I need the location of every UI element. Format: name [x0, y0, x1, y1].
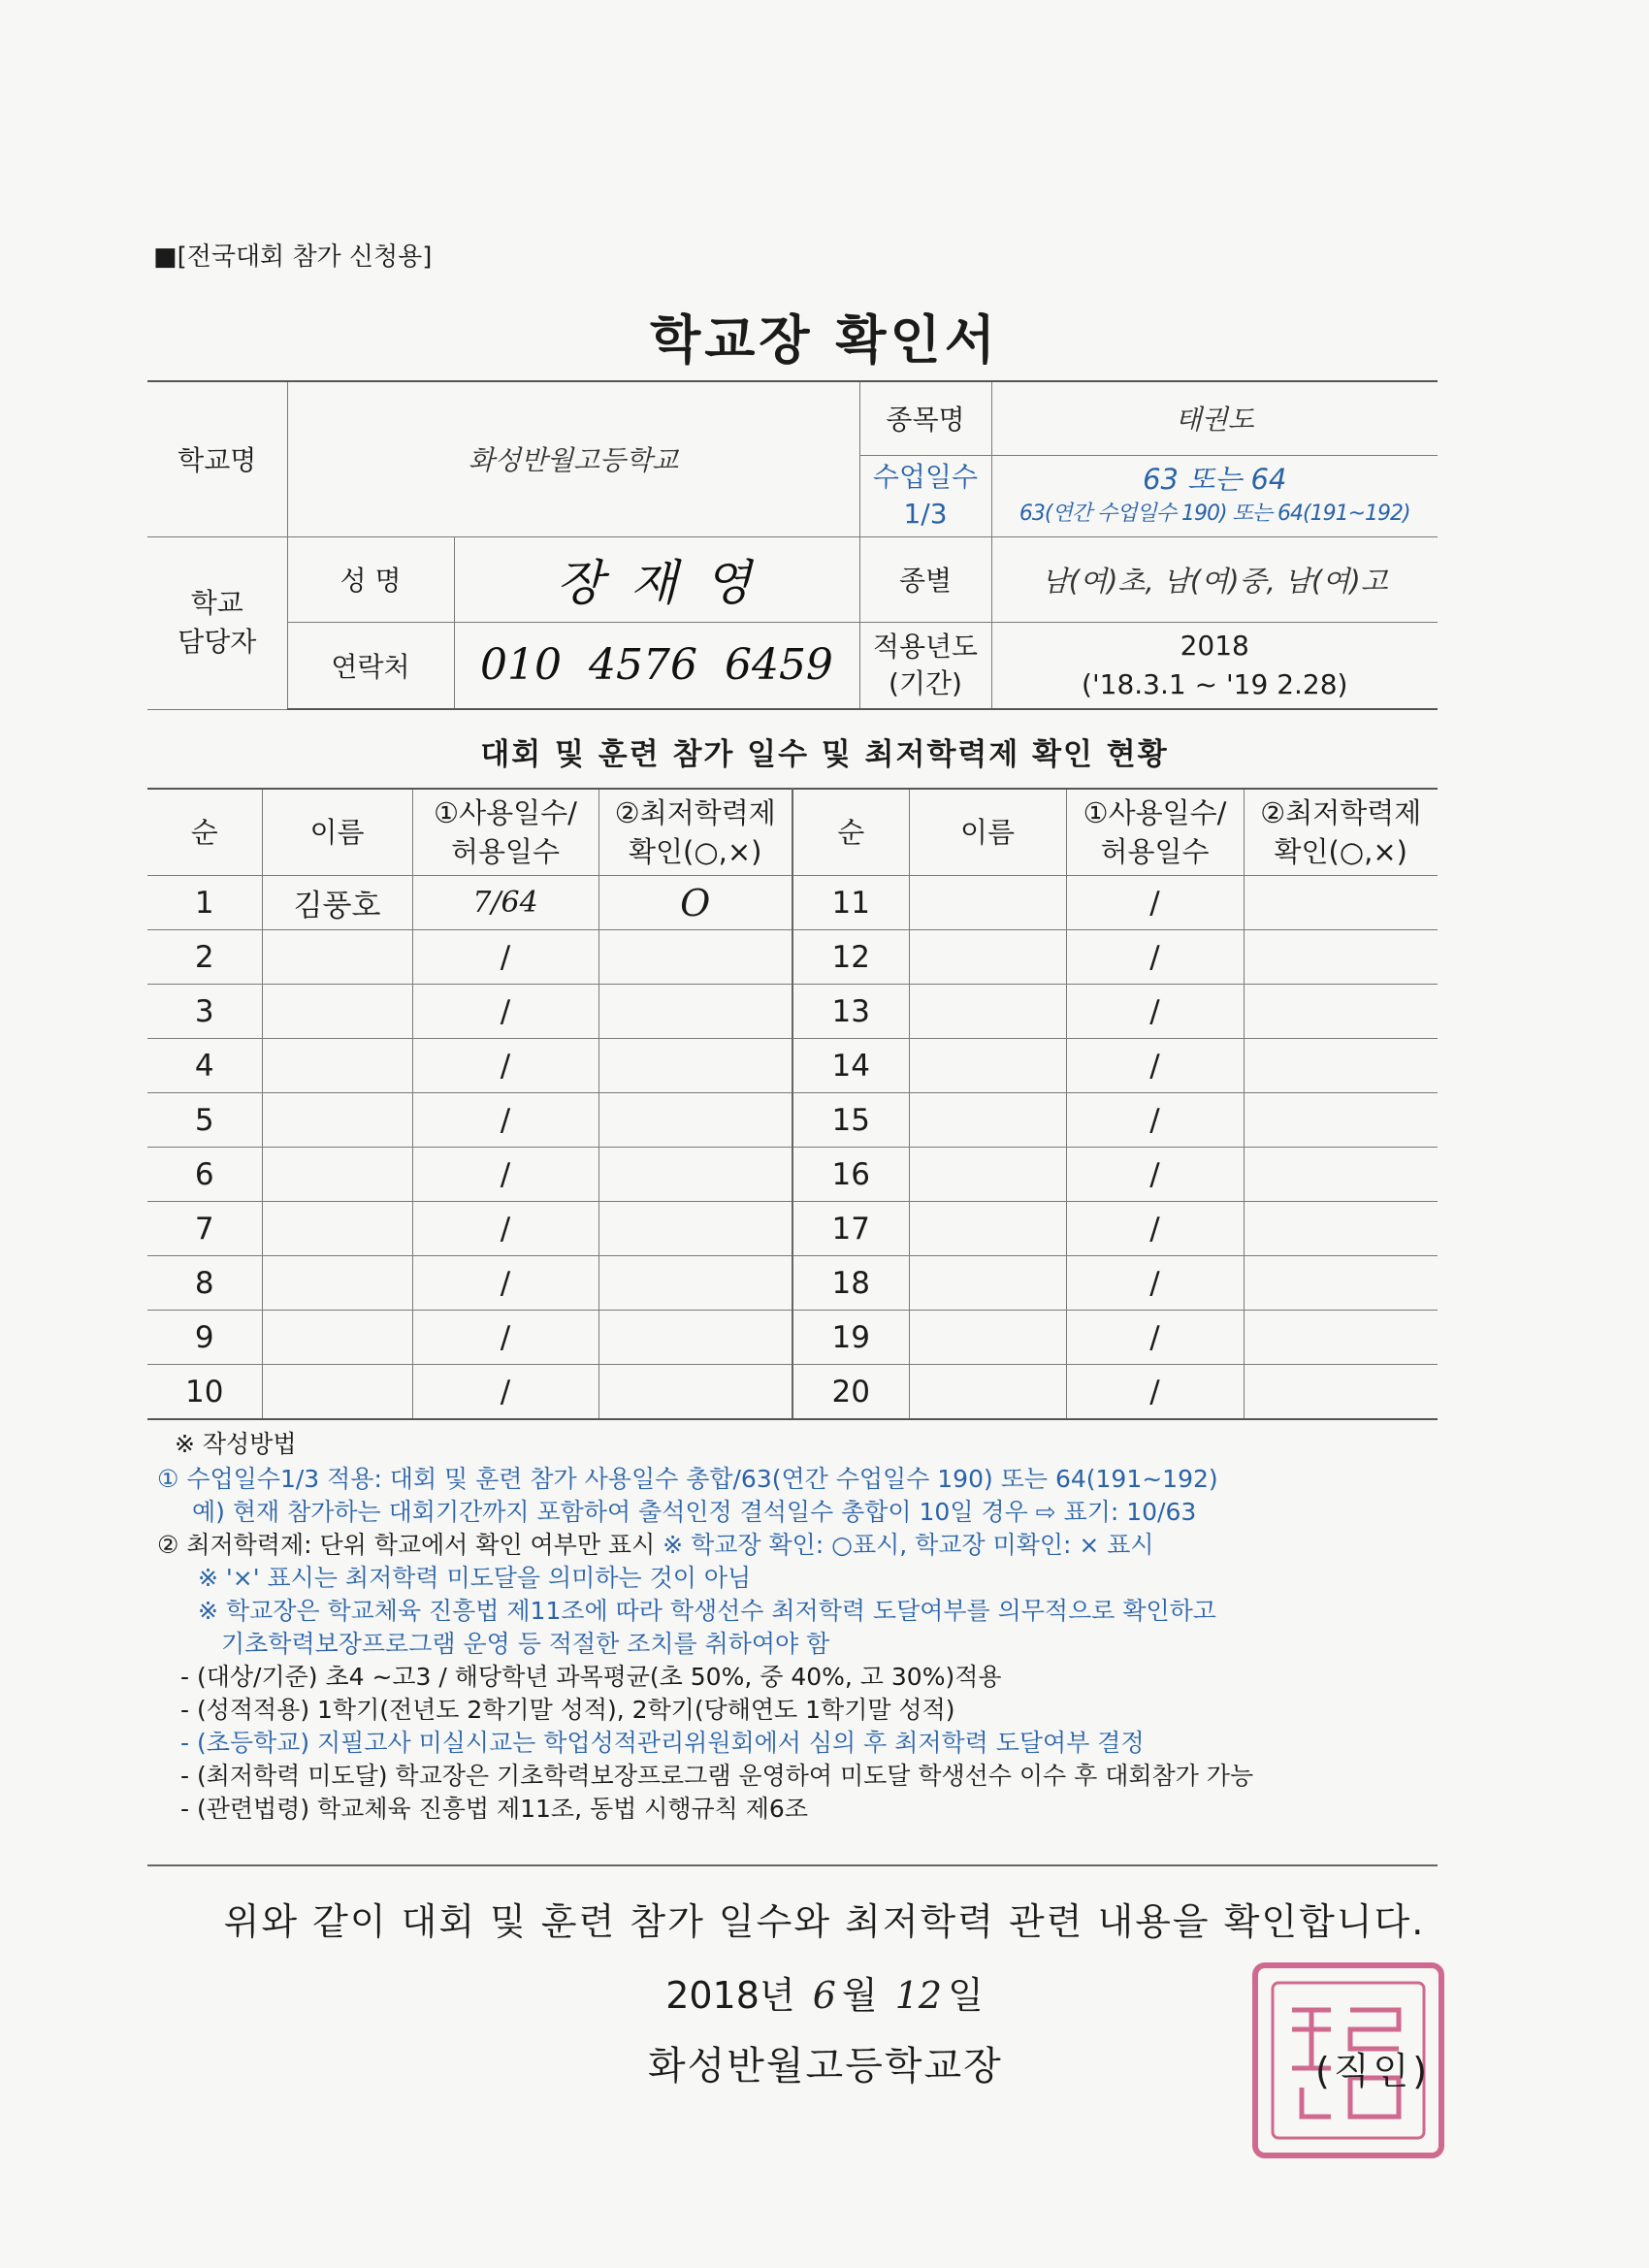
year-value-line1: 2018 — [1180, 629, 1249, 662]
table-row — [147, 1039, 1438, 1093]
cell-right-check — [1244, 985, 1438, 1039]
detail-5: - (관련법령) 학교체육 진흥법 제11조, 동법 시행규칙 제6조 — [180, 1795, 808, 1823]
cell-right-days: / — [1066, 1039, 1244, 1093]
detail-4: - (최저학력 미도달) 학교장은 기초학력보장프로그램 운영하여 미도달 학생선수 이수 후 대회참가 가능 — [180, 1762, 1254, 1790]
year-label-line2: (기간) — [889, 666, 962, 699]
sport-value: 태권도 — [991, 381, 1438, 455]
class-days-value — [991, 455, 1438, 536]
table-row — [147, 1311, 1438, 1365]
note-2b: ※ '×' 표시는 최저학력 미도달을 의미하는 것이 아님 — [198, 1564, 752, 1592]
cell-left-check — [598, 1365, 792, 1420]
contact-label: 연락처 — [287, 622, 454, 709]
cell-right-check — [1244, 1365, 1438, 1420]
header-days-right-line1: ①사용일수/ — [1083, 796, 1227, 829]
manager-label-line2: 담당자 — [178, 626, 257, 658]
form-tag: ■[전국대회 참가 신청용] — [153, 243, 433, 272]
note-2a — [157, 1529, 1457, 1562]
header-name-right: 이름 — [909, 789, 1066, 876]
gender-value: 남(여)초, 남(여)중, 남(여)고 — [991, 536, 1438, 622]
cell-right-days: / — [1066, 985, 1244, 1039]
cell-left-days: / — [412, 1202, 598, 1256]
instructions-heading: ※ 작성방법 — [175, 1430, 297, 1458]
cell-right-no: 14 — [792, 1039, 909, 1093]
cell-left-name — [262, 1039, 412, 1093]
cell-right-days: / — [1066, 1311, 1244, 1365]
cell-left-name — [262, 1202, 412, 1256]
info-table — [147, 380, 1438, 710]
cell-left-name — [262, 1093, 412, 1148]
instructions — [157, 1428, 1457, 1826]
table-row — [147, 1148, 1438, 1202]
cell-right-check — [1244, 1311, 1438, 1365]
date-month-unit: 월 — [841, 1974, 878, 2017]
cell-right-days: / — [1066, 1093, 1244, 1148]
cell-left-days: / — [412, 930, 598, 985]
cell-left-no: 6 — [147, 1148, 262, 1202]
header-check-line2: 확인(○,×) — [629, 835, 762, 868]
cell-left-no: 7 — [147, 1202, 262, 1256]
header-check-line1: ②최저학력제 — [614, 796, 776, 829]
principal-title: 화성반월고등학교장 — [648, 2044, 1003, 2089]
class-days-label-line1: 수업일수 — [872, 461, 979, 493]
cell-left-days: / — [412, 1256, 598, 1311]
cell-left-no: 4 — [147, 1039, 262, 1093]
cell-right-no: 20 — [792, 1365, 909, 1420]
cell-right-days: / — [1066, 1202, 1244, 1256]
table-row — [147, 985, 1438, 1039]
cell-right-check — [1244, 930, 1438, 985]
year-label — [859, 622, 991, 709]
cell-right-no: 17 — [792, 1202, 909, 1256]
manager-label — [147, 536, 287, 709]
cell-left-no: 2 — [147, 930, 262, 985]
class-days-label — [859, 455, 991, 536]
cell-left-days: / — [412, 1093, 598, 1148]
cell-right-no: 13 — [792, 985, 909, 1039]
cell-left-check — [598, 985, 792, 1039]
table-row — [147, 876, 1438, 930]
detail-2: - (성적적용) 1학기(전년도 2학기말 성적), 2학기(당해연도 1학기말 성적) — [180, 1696, 955, 1724]
cell-right-name — [909, 1365, 1066, 1420]
manager-label-line1: 학교 — [190, 587, 243, 619]
cell-left-days: / — [412, 1148, 598, 1202]
table-row — [147, 1256, 1438, 1311]
table-row — [147, 1202, 1438, 1256]
cell-left-no: 5 — [147, 1093, 262, 1148]
cell-right-days: / — [1066, 876, 1244, 930]
document-title: 학교장 확인서 — [650, 309, 999, 371]
header-check-right-line2: 확인(○,×) — [1274, 835, 1407, 868]
header-name: 이름 — [262, 789, 412, 876]
cell-left-check: O — [598, 876, 792, 930]
cell-right-days: / — [1066, 930, 1244, 985]
cell-right-no: 18 — [792, 1256, 909, 1311]
cell-left-days: / — [412, 1311, 598, 1365]
header-days-line2: 허용일수 — [450, 835, 561, 868]
cell-left-name — [262, 1311, 412, 1365]
cell-left-check — [598, 1311, 792, 1365]
cell-right-name — [909, 1311, 1066, 1365]
header-check — [598, 789, 792, 876]
cell-left-days: / — [412, 1039, 598, 1093]
cell-right-name — [909, 985, 1066, 1039]
cell-left-check — [598, 1256, 792, 1311]
cell-right-no: 15 — [792, 1093, 909, 1148]
cell-left-no: 9 — [147, 1311, 262, 1365]
note-2c: ※ 학교장은 학교체육 진흥법 제11조에 따라 학생선수 최저학력 도달여부를 의무적으로 확인하고 — [198, 1597, 1216, 1625]
cell-right-no: 19 — [792, 1311, 909, 1365]
date-day: 12 — [894, 1974, 943, 2017]
cell-left-no: 1 — [147, 876, 262, 930]
cell-right-check — [1244, 1093, 1438, 1148]
roster-table — [147, 788, 1438, 1420]
cell-right-name — [909, 1148, 1066, 1202]
header-days-right-line2: 허용일수 — [1100, 835, 1210, 868]
table-row — [147, 1365, 1438, 1420]
cell-left-name: 김풍호 — [262, 876, 412, 930]
date-year: 2018년 — [665, 1974, 795, 2017]
seal-label: (직인) — [1315, 2050, 1432, 2092]
cell-left-name — [262, 1148, 412, 1202]
cell-left-name — [262, 985, 412, 1039]
section-title: 대회 및 훈련 참가 일수 및 최저학력제 확인 현황 — [480, 737, 1169, 772]
cell-right-name — [909, 1256, 1066, 1311]
cell-right-check — [1244, 1202, 1438, 1256]
header-days-line1: ①사용일수/ — [434, 796, 577, 829]
cell-right-name — [909, 1093, 1066, 1148]
cell-right-days: / — [1066, 1256, 1244, 1311]
header-no: 순 — [147, 789, 262, 876]
cell-left-name — [262, 1365, 412, 1420]
cell-left-no: 10 — [147, 1365, 262, 1420]
note-2a-highlight: ※ 학교장 확인: ○표시, 학교장 미확인: × 표시 — [663, 1531, 1154, 1559]
note-1a: ① 수업일수1/3 적용: 대회 및 훈련 참가 사용일수 총합/63(연간 수업일수 190) 또는 64(191~192) — [157, 1465, 1218, 1493]
detail-3: - (초등학교) 지필고사 미실시교는 학업성적관리위원회에서 심의 후 최저학력 도달여부 결정 — [180, 1729, 1145, 1757]
cell-right-name — [909, 930, 1066, 985]
class-days-label-line2: 1/3 — [903, 498, 948, 530]
contact-value: 010 4576 6459 — [454, 622, 859, 709]
sport-label: 종목명 — [859, 381, 991, 455]
cell-left-name — [262, 930, 412, 985]
cell-left-no: 3 — [147, 985, 262, 1039]
cell-right-no: 16 — [792, 1148, 909, 1202]
cell-right-check — [1244, 1148, 1438, 1202]
manager-name-label: 성 명 — [287, 536, 454, 622]
confirmation-statement: 위와 같이 대회 및 훈련 참가 일수와 최저학력 관련 내용을 확인합니다. — [223, 1900, 1426, 1943]
note-2d: 기초학력보장프로그램 운영 등 적절한 조치를 취하여야 함 — [221, 1630, 830, 1658]
cell-right-name — [909, 876, 1066, 930]
cell-left-check — [598, 1202, 792, 1256]
year-value — [991, 622, 1438, 709]
cell-left-no: 8 — [147, 1256, 262, 1311]
cell-left-check — [598, 1039, 792, 1093]
cell-left-name — [262, 1256, 412, 1311]
cell-left-check — [598, 1148, 792, 1202]
date-month: 6 — [812, 1974, 836, 2017]
note-2a-text: ② 최저학력제: 단위 학교에서 확인 여부만 표시 — [157, 1531, 656, 1559]
class-days-value-line1: 63 또는 64 — [1143, 463, 1287, 496]
header-no-right: 순 — [792, 789, 909, 876]
gender-label: 종별 — [859, 536, 991, 622]
cell-right-no: 12 — [792, 930, 909, 985]
manager-name-value: 장 재 영 — [454, 536, 859, 622]
header-check-right-line1: ②최저학력제 — [1260, 796, 1422, 829]
cell-right-check — [1244, 1256, 1438, 1311]
class-days-value-line2: 63(연간 수업일수 190) 또는 64(191~192) — [1018, 502, 1410, 526]
roster-header-row — [147, 789, 1438, 876]
cell-right-check — [1244, 876, 1438, 930]
cell-right-name — [909, 1039, 1066, 1093]
table-row — [147, 1093, 1438, 1148]
cell-right-check — [1244, 1039, 1438, 1093]
date-day-unit: 일 — [948, 1974, 984, 2017]
table-row — [147, 930, 1438, 985]
cell-right-name — [909, 1202, 1066, 1256]
year-label-line1: 적용년도 — [872, 630, 979, 663]
header-check-right — [1244, 789, 1438, 876]
cell-right-days: / — [1066, 1365, 1244, 1420]
cell-left-check — [598, 930, 792, 985]
cell-left-days: / — [412, 985, 598, 1039]
detail-1: - (대상/기준) 초4 ~고3 / 해당학년 과목평균(초 50%, 중 40%, 고 30%)적용 — [180, 1663, 1002, 1691]
school-name-label: 학교명 — [147, 381, 287, 536]
school-name-value: 화성반월고등학교 — [287, 381, 859, 536]
cell-left-days: / — [412, 1365, 598, 1420]
header-days-right — [1066, 789, 1244, 876]
year-value-line2: ('18.3.1 ~ '19 2.28) — [1082, 667, 1348, 700]
note-1b: 예) 현재 참가하는 대회기간까지 포함하여 출석인정 결석일수 총합이 10일 경우 ⇨ 표기: 10/63 — [192, 1498, 1197, 1526]
cell-left-days: 7/64 — [412, 876, 598, 930]
cell-right-days: / — [1066, 1148, 1244, 1202]
cell-right-no: 11 — [792, 876, 909, 930]
divider — [147, 1864, 1438, 1866]
cell-left-check — [598, 1093, 792, 1148]
header-days — [412, 789, 598, 876]
